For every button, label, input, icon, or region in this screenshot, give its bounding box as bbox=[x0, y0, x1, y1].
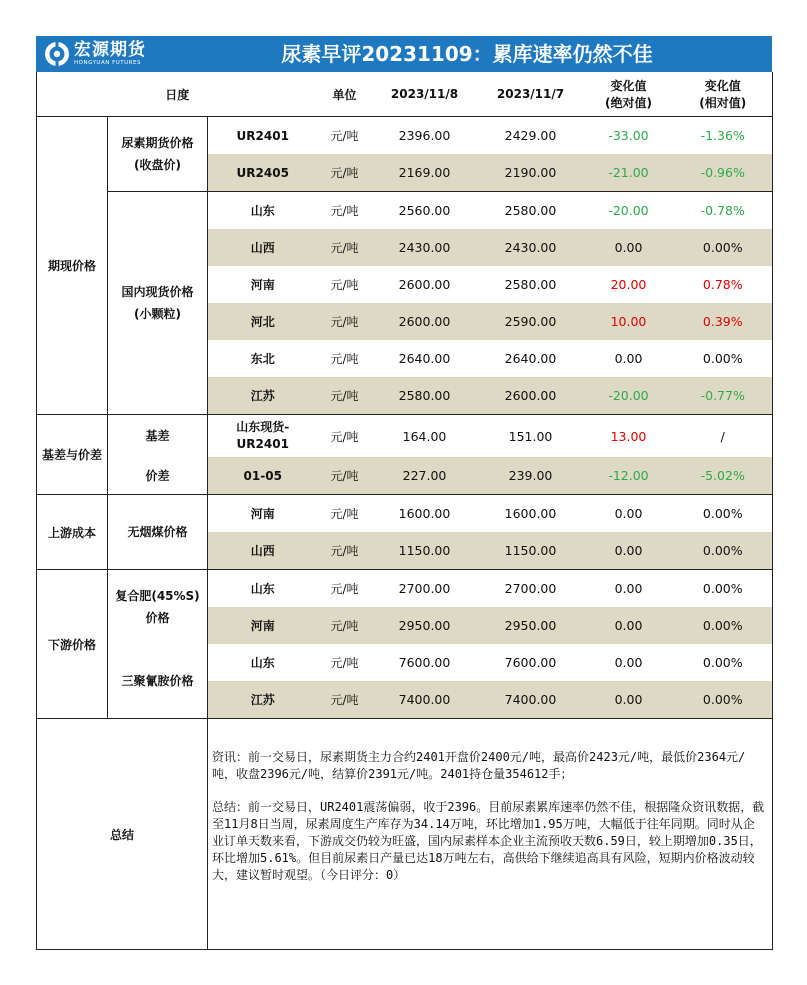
row-value-date1: 1150.00 bbox=[372, 532, 478, 570]
row-value-date2: 7600.00 bbox=[504, 655, 557, 670]
row-value-date1: 227.00 bbox=[372, 457, 478, 495]
row-item: 山东现货- UR2401 bbox=[208, 415, 318, 458]
col-header-abs-change: 变化值 (绝对值) bbox=[584, 72, 674, 117]
row-unit: 元/吨 bbox=[330, 129, 359, 143]
table-row bbox=[37, 192, 773, 230]
row-value-date1: 7600.00 bbox=[398, 655, 451, 670]
row-value-date1: 2950.00 bbox=[372, 607, 478, 644]
row-rel-change: 0.00% bbox=[674, 681, 773, 719]
row-value-date1: 164.00 bbox=[402, 428, 447, 444]
subcategory-futures-price: 尿素期货价格 (收盘价) bbox=[108, 117, 208, 192]
row-item: 河南 bbox=[208, 495, 318, 533]
row-unit: 元/吨 bbox=[330, 656, 359, 670]
row-rel-change: -0.77% bbox=[674, 377, 773, 415]
row-item: 山东 bbox=[208, 570, 318, 608]
row-rel-change: 0.00% bbox=[674, 340, 773, 377]
table-row bbox=[37, 644, 773, 681]
col-header-dimension: 日度 bbox=[37, 72, 318, 117]
price-table bbox=[36, 72, 773, 950]
row-rel-change: 0.00% bbox=[674, 570, 773, 608]
row-unit: 元/吨 bbox=[330, 204, 359, 218]
row-value-date2: 2580.00 bbox=[504, 277, 557, 292]
row-unit: 元/吨 bbox=[330, 352, 359, 366]
row-item: 河南 bbox=[208, 607, 318, 644]
category-basis-spread: 基差与价差 bbox=[37, 415, 108, 495]
row-item: UR2401 bbox=[208, 117, 318, 155]
row-rel-change: 0.78% bbox=[674, 266, 773, 303]
row-unit: 元/吨 bbox=[318, 457, 372, 495]
row-item: 河南 bbox=[208, 266, 318, 303]
row-value-date2: 151.00 bbox=[508, 428, 553, 444]
row-abs-change: 10.00 bbox=[584, 303, 674, 340]
row-rel-change: -1.36% bbox=[674, 117, 773, 155]
row-value-date2: 2700.00 bbox=[504, 581, 557, 596]
table-row bbox=[37, 117, 773, 155]
row-value-date1: 2560.00 bbox=[398, 203, 451, 218]
row-item: 江苏 bbox=[208, 681, 318, 719]
row-rel-change: 0.00% bbox=[674, 495, 773, 533]
row-item: UR2405 bbox=[208, 154, 318, 192]
row-unit: 元/吨 bbox=[318, 229, 372, 266]
row-abs-change: 13.00 bbox=[610, 428, 647, 444]
col-header-date1: 2023/11/8 bbox=[372, 72, 478, 117]
row-abs-change: -12.00 bbox=[584, 457, 674, 495]
row-value-date2: 2950.00 bbox=[478, 607, 584, 644]
row-item: 01-05 bbox=[208, 457, 318, 495]
row-rel-change: 0.00% bbox=[674, 229, 773, 266]
row-value-date2: 7400.00 bbox=[478, 681, 584, 719]
row-value-date2: 2600.00 bbox=[478, 377, 584, 415]
company-logo bbox=[36, 36, 162, 72]
row-value-date2: 2190.00 bbox=[478, 154, 584, 192]
category-downstream: 下游价格 bbox=[37, 570, 108, 719]
row-abs-change: -21.00 bbox=[584, 154, 674, 192]
table-row bbox=[37, 495, 773, 533]
subcategory-melamine: 三聚氰胺价格 bbox=[108, 644, 208, 719]
row-unit: 元/吨 bbox=[318, 377, 372, 415]
header-row bbox=[37, 72, 773, 117]
row-value-date1: 1600.00 bbox=[398, 506, 451, 521]
logo-chinese: 宏源期货 bbox=[74, 39, 146, 60]
title-bar bbox=[36, 36, 772, 72]
col-header-date2: 2023/11/7 bbox=[478, 72, 584, 117]
row-value-date2: 1600.00 bbox=[504, 506, 557, 521]
row-item: 山西 bbox=[208, 532, 318, 570]
table-row bbox=[37, 570, 773, 608]
row-rel-change: 0.39% bbox=[674, 303, 773, 340]
row-unit: 元/吨 bbox=[318, 154, 372, 192]
row-abs-change: 0.00 bbox=[584, 229, 674, 266]
row-unit: 元/吨 bbox=[318, 681, 372, 719]
row-item: 山西 bbox=[208, 229, 318, 266]
subcategory-spread: 价差 bbox=[108, 457, 208, 495]
row-abs-change: 0.00 bbox=[614, 581, 643, 596]
summary-row bbox=[37, 719, 773, 950]
category-upstream: 上游成本 bbox=[37, 495, 108, 570]
row-rel-change: 0.00% bbox=[674, 607, 773, 644]
logo-english: HONGYUAN FUTURES bbox=[74, 59, 141, 66]
summary-conclusion: 总结：前一交易日，UR2401震荡偏弱，收于2396。目前尿素累库速率仍然不佳，根据隆众资讯数据，截至11月8日当周，尿素周度生产库存为34.14万吨，环比增加1.95万吨，大幅低于往年同期。同时从企业订单天数来看，下游成交仍较为旺盛，国内尿素样本企业主流预收天数6.59日，较上期增加0.35日，环比增加5.61%。但目前尿素日产量已达18万吨左右，高供给下继续追高具有风险，短期内价格波动较大，建议暂时观望。（今日评分：0） bbox=[212, 800, 765, 882]
row-item: 东北 bbox=[208, 340, 318, 377]
subcategory-basis: 基差 bbox=[108, 415, 208, 458]
row-unit: 元/吨 bbox=[330, 582, 359, 596]
row-abs-change: 0.00 bbox=[614, 655, 643, 670]
subcategory-anthracite: 无烟煤价格 bbox=[108, 495, 208, 570]
hongyuan-logo-icon bbox=[44, 41, 70, 67]
table-row bbox=[37, 415, 773, 458]
row-unit: 元/吨 bbox=[318, 607, 372, 644]
row-item: 江苏 bbox=[208, 377, 318, 415]
col-header-rel-change: 变化值 (相对值) bbox=[674, 72, 773, 117]
row-abs-change: 0.00 bbox=[614, 351, 643, 366]
row-value-date2: 2430.00 bbox=[478, 229, 584, 266]
report-title: 尿素早评20231109：累库速率仍然不佳 bbox=[281, 42, 653, 66]
category-futures-spot: 期现价格 bbox=[37, 117, 108, 415]
row-value-date1: 2600.00 bbox=[398, 277, 451, 292]
row-rel-change: 0.00% bbox=[674, 532, 773, 570]
row-abs-change: -20.00 bbox=[584, 377, 674, 415]
row-abs-change: 20.00 bbox=[610, 277, 647, 292]
row-rel-change: -0.96% bbox=[674, 154, 773, 192]
col-header-unit: 单位 bbox=[318, 72, 372, 117]
row-value-date2: 1150.00 bbox=[478, 532, 584, 570]
row-value-date2: 2640.00 bbox=[504, 351, 557, 366]
row-value-date1: 7400.00 bbox=[372, 681, 478, 719]
subcategory-spot-price: 国内现货价格 (小颗粒) bbox=[108, 192, 208, 415]
row-value-date1: 2600.00 bbox=[372, 303, 478, 340]
subcategory-compound-fertilizer: 复合肥(45%S) 价格 bbox=[108, 570, 208, 645]
row-abs-change: 0.00 bbox=[584, 681, 674, 719]
table-row bbox=[37, 457, 773, 495]
row-abs-change: 0.00 bbox=[584, 532, 674, 570]
report-sheet bbox=[36, 36, 772, 950]
row-value-date1: 2396.00 bbox=[398, 128, 451, 143]
summary-content bbox=[208, 719, 773, 950]
row-abs-change: -20.00 bbox=[608, 203, 649, 218]
row-item: 山东 bbox=[208, 192, 318, 230]
row-unit: 元/吨 bbox=[330, 507, 359, 521]
row-unit: 元/吨 bbox=[318, 532, 372, 570]
row-abs-change: -33.00 bbox=[608, 128, 649, 143]
row-value-date1: 2169.00 bbox=[372, 154, 478, 192]
row-value-date2: 2590.00 bbox=[478, 303, 584, 340]
row-value-date1: 2700.00 bbox=[398, 581, 451, 596]
row-rel-change: / bbox=[674, 415, 773, 458]
row-item: 河北 bbox=[208, 303, 318, 340]
row-value-date2: 2429.00 bbox=[504, 128, 557, 143]
row-rel-change: -0.78% bbox=[674, 192, 773, 230]
row-value-date1: 2580.00 bbox=[372, 377, 478, 415]
row-rel-change: -5.02% bbox=[674, 457, 773, 495]
row-abs-change: 0.00 bbox=[614, 506, 643, 521]
row-value-date1: 2430.00 bbox=[372, 229, 478, 266]
row-value-date2: 239.00 bbox=[478, 457, 584, 495]
row-unit: 元/吨 bbox=[330, 278, 359, 292]
summary-info: 资讯：前一交易日，尿素期货主力合约2401开盘价2400元/吨，最高价2423元/吨，最低价2364元/吨，收盘2396元/吨，结算价2391元/吨。2401持仓量354612手； bbox=[212, 750, 746, 781]
row-item: 山东 bbox=[208, 644, 318, 681]
row-abs-change: 0.00 bbox=[584, 607, 674, 644]
row-unit: 元/吨 bbox=[330, 429, 359, 444]
row-unit: 元/吨 bbox=[318, 303, 372, 340]
row-value-date2: 2580.00 bbox=[504, 203, 557, 218]
summary-label: 总结 bbox=[37, 719, 208, 950]
row-rel-change: 0.00% bbox=[674, 644, 773, 681]
row-value-date1: 2640.00 bbox=[398, 351, 451, 366]
